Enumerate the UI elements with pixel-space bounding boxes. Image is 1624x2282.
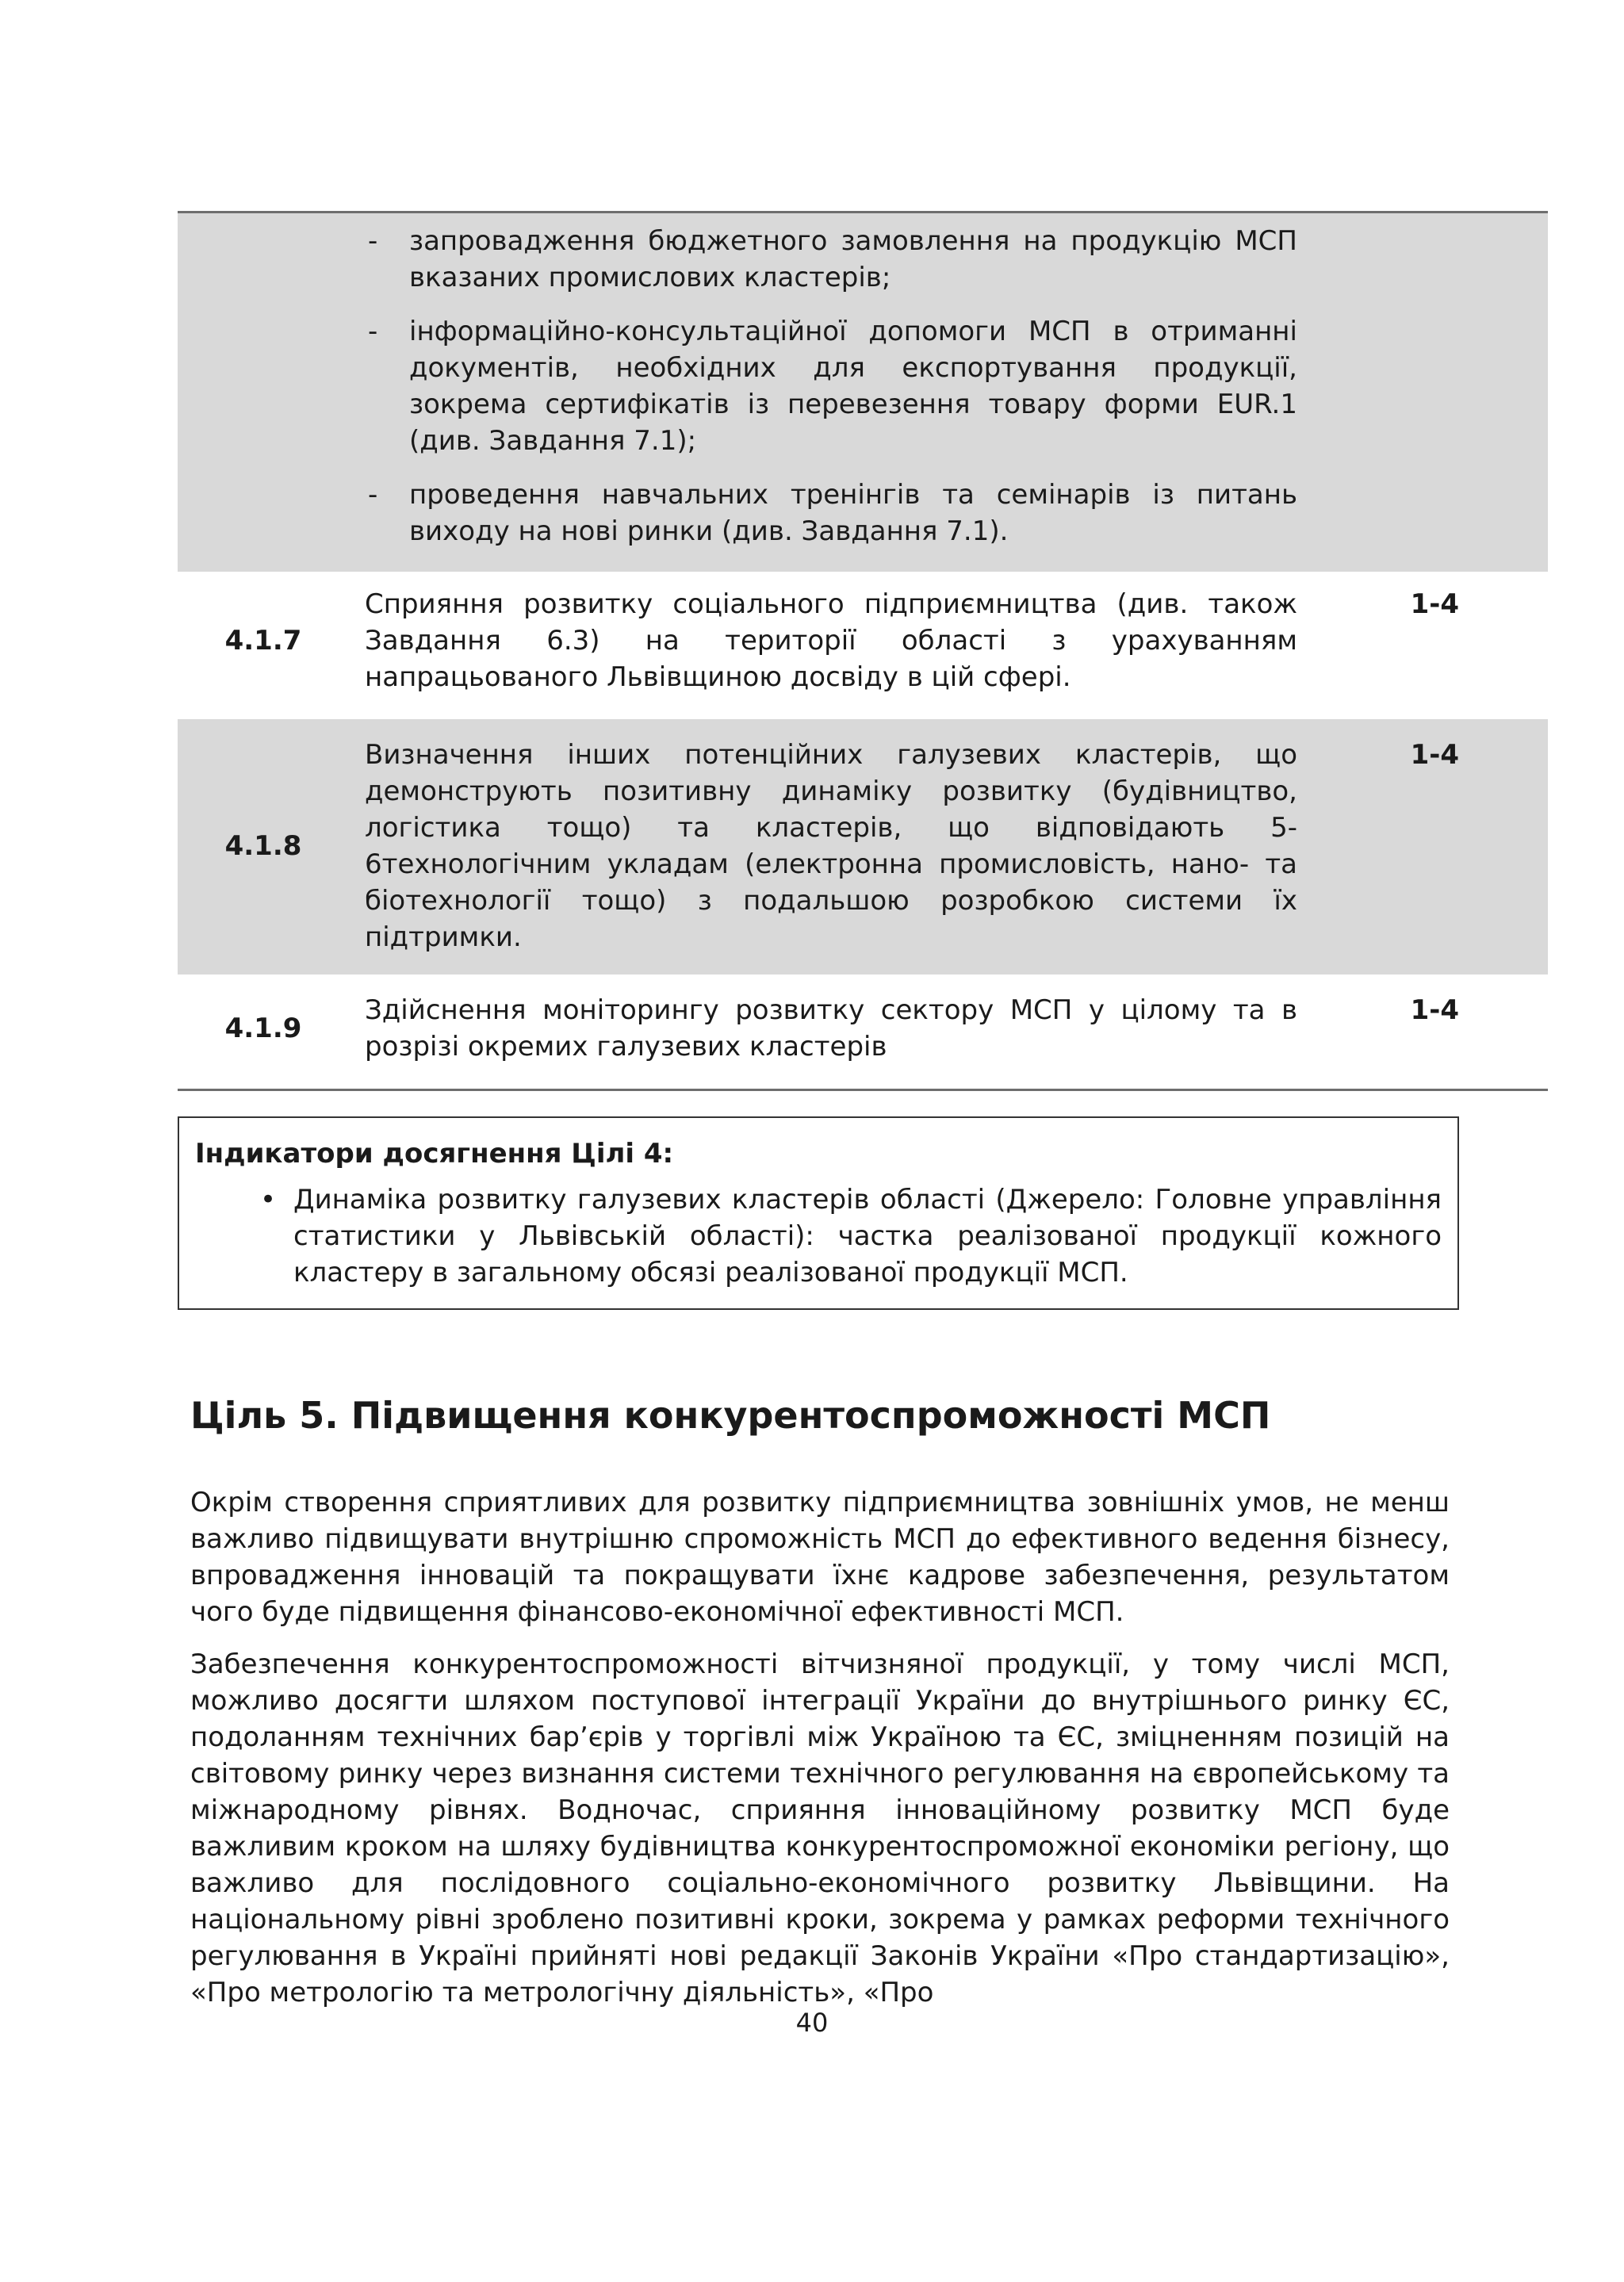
indicator-text: Динаміка розвитку галузевих кластерів області (Джерело: Головне управління статистики у Львівській області): частка реалізованої продукції кожного кластеру в загальному обсязі реалізованої продукції МСП. (293, 1184, 1442, 1288)
indicators-box (178, 1116, 1459, 1310)
task-subitems-list (365, 223, 1297, 549)
indicator-item (195, 1181, 1442, 1291)
page-number: 40 (795, 2008, 829, 2038)
list-item-text: проведення навчальних тренінгів та семінарів із питань виходу на нові ринки (див. Завдання 7.1). (409, 479, 1297, 547)
paragraph: Забезпечення конкурентоспроможності вітчизняної продукції, у тому числі МСП, можливо досягти шляхом поступової інтеграції України до внутрішнього ринку ЄС, подоланням технічних бар’єрів у торгівлі між Україною та ЄС, зміцненням позицій на світовому ринку через визнання системи технічного регулювання на європейському та міжнародному рівнях. Водночас, сприяння інноваційному розвитку МСП буде важливим кроком на шляху будівництва конкурентоспроможної економіки регіону, що важливо для послідовного соціально-економічного розвитку Львівщини. На національному рівні зроблено позитивні кроки, зокрема у рамках реформи технічного регулювання в Україні прийняті нові редакції Законів України «Про стандартизацію», «Про метрологію та метрологічну діяльність», «Про (190, 1648, 1450, 2008)
list-item (365, 477, 1297, 549)
task-text-cell (349, 223, 1297, 567)
task-period: 1-4 (1410, 588, 1459, 620)
paragraph: Окрім створення сприятливих для розвитку підприємництва зовнішніх умов, не менш важливо підвищувати внутрішню спроможність МСП до ефективного ведення бізнесу, впровадження інновацій та покращувати їхнє кадрове забезпечення, результатом чого буде підвищення фінансово-економічної ефективності МСП. (190, 1487, 1450, 1628)
table-row (178, 719, 1548, 974)
table-row (178, 974, 1548, 1089)
dash-marker: - (368, 316, 378, 347)
bullet-marker: • (260, 1184, 277, 1216)
dash-marker: - (368, 225, 378, 257)
task-period-cell (1297, 223, 1548, 567)
task-number: 4.1.7 (224, 625, 302, 657)
task-text: Здійснення моніторингу розвитку сектору МСП у цілому та в розрізі окремих галузевих кластерів (365, 994, 1297, 1063)
section-heading: Ціль 5. Підвищення конкурентоспроможності МСП (190, 1394, 1271, 1437)
list-item-text: інформаційно-консультаційної допомоги МСП в отриманні документів, необхідних для експортування продукції, зокрема сертифікатів із перевезення товару форми EUR.1 (див. Завдання 7.1); (409, 316, 1297, 457)
task-number: 4.1.9 (224, 1013, 302, 1044)
task-number: 4.1.8 (224, 830, 302, 862)
task-period: 1-4 (1410, 994, 1459, 1026)
task-text: Визначення інших потенційних галузевих кластерів, що демонструють позитивну динаміку розвитку (будівництво, логістика тощо) та кластерів, що відповідають 5-6технологічним укладам (електронна промисловість, нано- та біотехнології тощо) з подальшою розробкою системи їх підтримки. (365, 739, 1297, 953)
list-item (365, 223, 1297, 296)
list-item-text: запровадження бюджетного замовлення на продукцію МСП вказаних промислових кластерів; (409, 225, 1297, 293)
table-row-continuation (178, 213, 1548, 572)
section-body (190, 1484, 1450, 2027)
task-text: Сприяння розвитку соціального підприємництва (див. також Завдання 6.3) на території області з урахуванням напрацьованого Львівщиною досвіду в цій сфері. (365, 588, 1297, 693)
indicators-title: Індикатори досягнення Цілі 4: (195, 1138, 674, 1170)
task-number-cell (178, 223, 349, 567)
list-item (365, 313, 1297, 459)
task-period: 1-4 (1410, 739, 1459, 771)
tasks-table (178, 211, 1548, 1091)
dash-marker: - (368, 479, 378, 511)
table-row (178, 572, 1548, 719)
